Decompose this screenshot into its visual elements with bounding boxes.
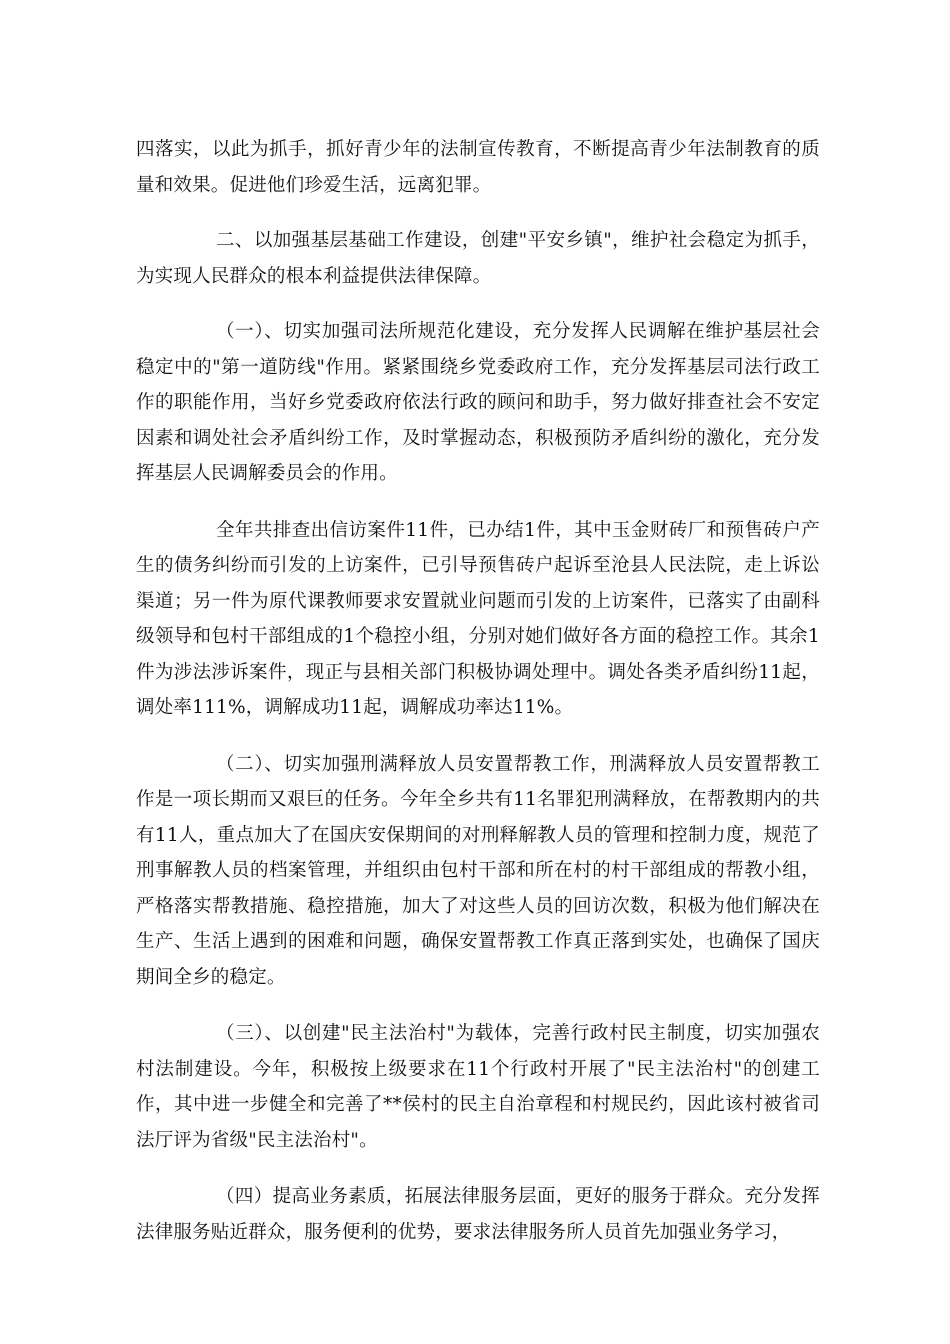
paragraph-subsection-one: （一）、切实加强司法所规范化建设，充分发挥人民调解在维护基层社会稳定中的"第一道防线"作用。紧紧围绕乡党委政府工作，充分发挥基层司法行政工作的职能作用，当好乡党委政府依法行政的顾问和助手，努力做好排查社会不安定因素和调处社会矛盾纠纷工作，及时掌握动态，积极预防矛盾纠纷的激化，充分发挥基层人民调解委员会的作用。 — [136, 321, 820, 484]
paragraph-petition-cases: 全年共排查出信访案件11件，已办结1件，其中玉金财砖厂和预售砖户产生的债务纠纷而引发的上访案件，已引导预售砖户起诉至沧县人民法院，走上诉讼渠道；另一件为原代课教师要求安置就业问题而引发的上访案件，已落实了由副科级领导和包村干部组成的1个稳控小组，分别对她们做好各方面的稳控工作。其余1件为涉法涉诉案件，现正与县相关部门积极协调处理中。调处各类矛盾纠纷11起，调处率111%，调解成功11起，调解成功率达11%。 — [136, 519, 820, 718]
paragraph-subsection-four: （四）提高业务素质，拓展法律服务层面，更好的服务于群众。充分发挥法律服务贴近群众，服务便利的优势，要求法律服务所人员首先加强业务学习， — [136, 1186, 820, 1243]
section-heading-two: 二、以加强基层基础工作建设，创建"平安乡镇"，维护社会稳定为抓手，为实现人民群众的根本利益提供法律保障。 — [136, 230, 820, 287]
paragraph-subsection-three: （三）、以创建"民主法治村"为载体，完善行政村民主制度，切实加强农村法制建设。今年，积极按上级要求在11个行政村开展了"民主法治村"的创建工作，其中进一步健全和完善了**侯村的民主自治章程和村规民约，因此该村被省司法厅评为省级"民主法治村"。 — [136, 1023, 820, 1151]
paragraph-subsection-two: （二）、切实加强刑满释放人员安置帮教工作，刑满释放人员安置帮教工作是一项长期而又艰巨的任务。今年全乡共有11名罪犯刑满释放，在帮教期内的共有11人，重点加大了在国庆安保期间的对刑释解教人员的管理和控制力度，规范了刑事解教人员的档案管理，并组织由包村干部和所在村的村干部组成的帮教小组，严格落实帮教措施、稳控措施，加大了对这些人员的回访次数，积极为他们解决在生产、生活上遇到的困难和问题，确保安置帮教工作真正落到实处，也确保了国庆期间全乡的稳定。 — [136, 753, 820, 988]
paragraph-continuation: 四落实，以此为抓手，抓好青少年的法制宣传教育，不断提高青少年法制教育的质量和效果。促进他们珍爱生活，远离犯罪。 — [136, 139, 820, 196]
document-page — [136, 132, 820, 1250]
